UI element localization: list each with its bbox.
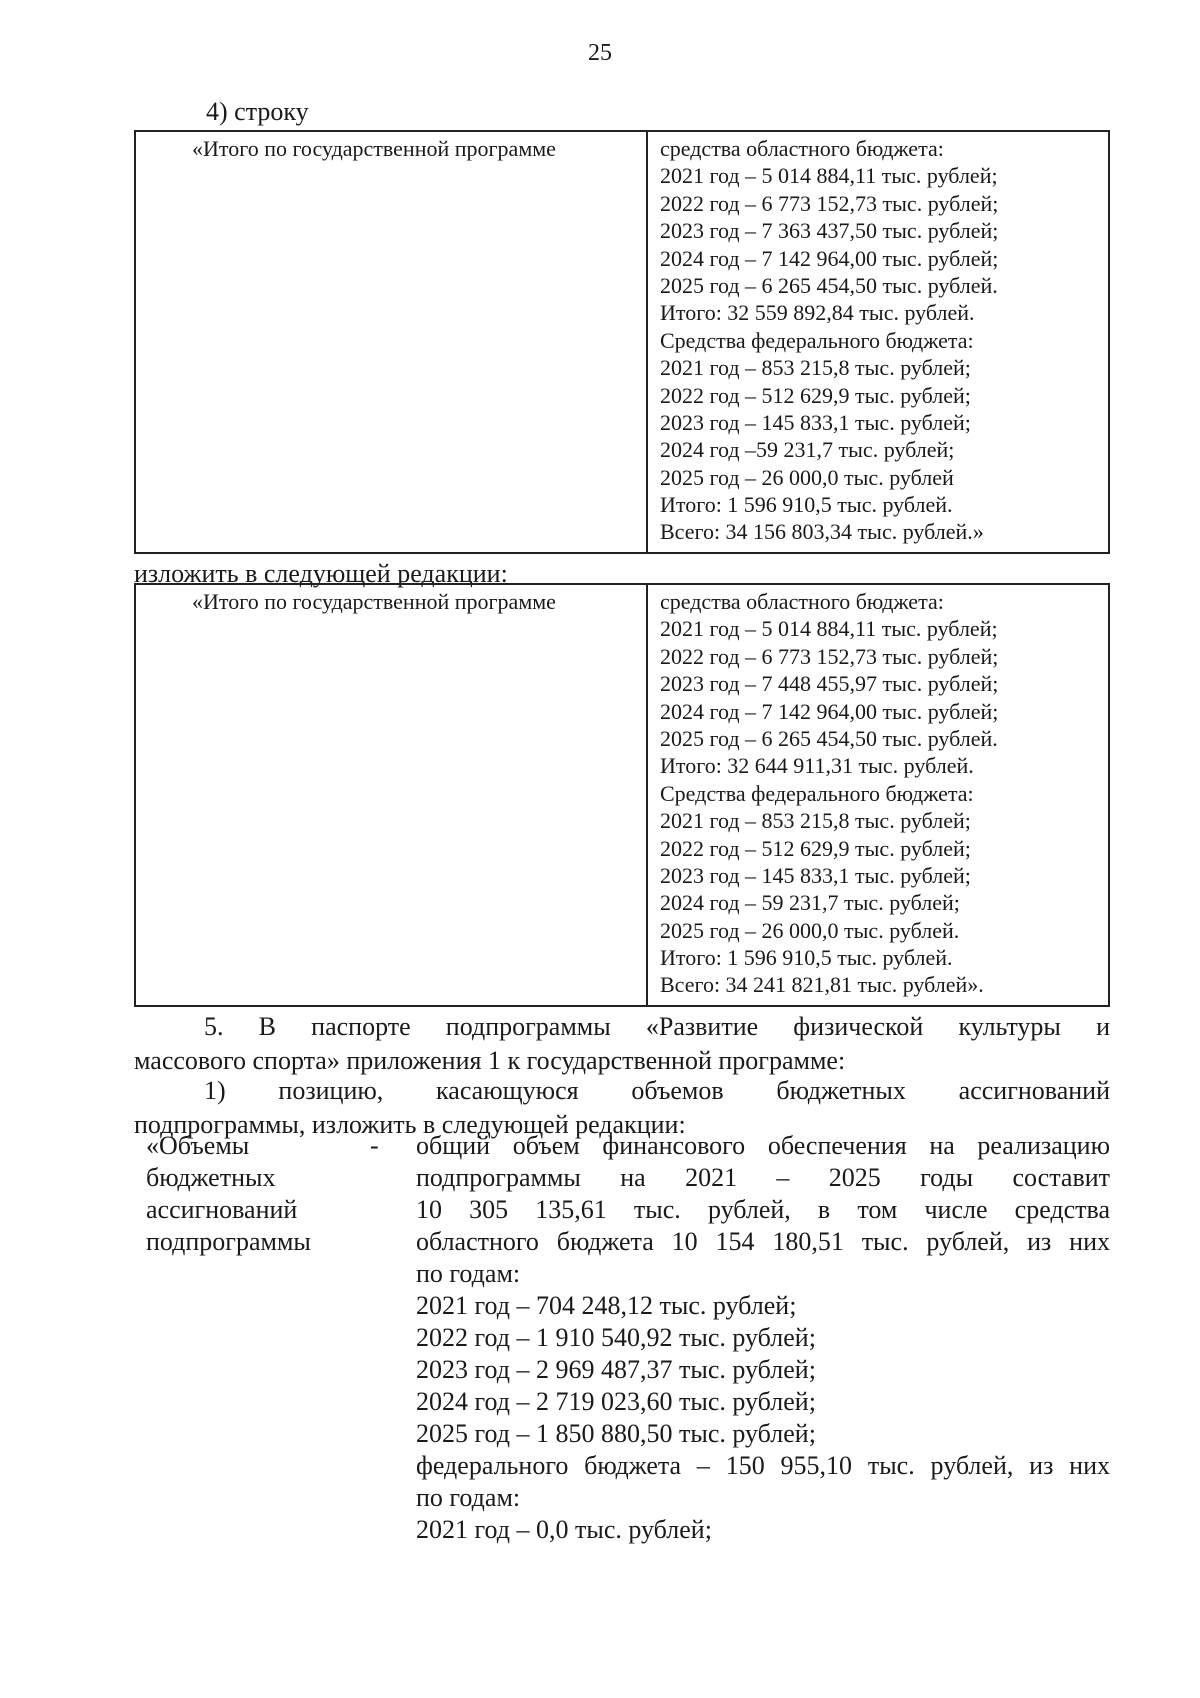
table-old-line: Средства федерального бюджета: xyxy=(660,327,974,353)
table-new-line: Итого: 1 596 910,5 тыс. рублей. xyxy=(660,945,953,971)
table-new-line: 2024 год – 7 142 964,00 тыс. рублей; xyxy=(660,698,999,724)
table-new-line: 2024 год – 59 231,7 тыс. рублей; xyxy=(660,890,960,916)
table-new-line: Всего: 34 241 821,81 тыс. рублей». xyxy=(660,972,984,998)
passport-text-line: федерального бюджета – 150 955,10 тыс. рублей, из них xyxy=(416,1451,1110,1480)
table-old-line: Всего: 34 156 803,34 тыс. рублей.» xyxy=(660,519,984,545)
paragraph-5-1-line-2: подпрограммы, изложить в следующей редакции: xyxy=(134,1110,686,1139)
passport-text-line: по годам: xyxy=(416,1483,521,1512)
passport-label xyxy=(146,1130,370,1546)
table-new-line: 2022 год – 6 773 152,73 тыс. рублей; xyxy=(660,643,999,669)
paragraph-5-line-2: массового спорта» приложения 1 к государственной программе: xyxy=(134,1046,846,1075)
table-old-line: 2023 год – 145 833,1 тыс. рублей; xyxy=(660,409,971,435)
table-old-line: 2024 год –59 231,7 тыс. рублей; xyxy=(660,437,955,463)
table-new-line: 2021 год – 853 215,8 тыс. рублей; xyxy=(660,808,971,834)
table-new-line: 2023 год – 145 833,1 тыс. рублей; xyxy=(660,862,971,888)
table-old-line: средства областного бюджета: xyxy=(660,136,944,161)
table-new-line: Средства федерального бюджета: xyxy=(660,780,974,806)
paragraph-5-1-line-1: 1) позицию, касающуюся объемов бюджетных ассигнований xyxy=(204,1076,1110,1105)
passport-text-line: 2025 год – 1 850 880,50 тыс. рублей; xyxy=(416,1419,816,1448)
passport-label-line: подпрограммы xyxy=(146,1227,311,1256)
passport-text xyxy=(416,1130,1110,1546)
page-number: 25 xyxy=(588,40,612,66)
passport-text-line: 2021 год – 704 248,12 тыс. рублей; xyxy=(416,1291,797,1320)
table-new-left-cell: «Итого по государственной программе xyxy=(136,585,648,1005)
passport-dash: - xyxy=(370,1131,379,1160)
table-old-line: 2022 год – 6 773 152,73 тыс. рублей; xyxy=(660,190,999,216)
table-new-right-cell xyxy=(648,585,1108,1005)
table-old-line: 2024 год – 7 142 964,00 тыс. рублей; xyxy=(660,245,999,271)
passport-text-line: подпрограммы на 2021 – 2025 годы составит xyxy=(416,1163,1110,1192)
table-old-line: 2022 год – 512 629,9 тыс. рублей; xyxy=(660,382,971,408)
table-old-line: 2021 год – 853 215,8 тыс. рублей; xyxy=(660,355,971,381)
item4-label: 4) строку xyxy=(206,97,309,126)
paragraph-5 xyxy=(134,1010,1110,1078)
paragraph-5-line-1: 5. В паспорте подпрограммы «Развитие физической культуры и xyxy=(204,1012,1110,1041)
table-new-line: 2025 год – 6 265 454,50 тыс. рублей. xyxy=(660,725,998,751)
table-new-line: 2023 год – 7 448 455,97 тыс. рублей; xyxy=(660,671,999,697)
table-old-right-cell xyxy=(648,132,1108,552)
passport-text-line: 2021 год – 0,0 тыс. рублей; xyxy=(416,1515,712,1544)
table-old-line: 2023 год – 7 363 437,50 тыс. рублей; xyxy=(660,218,999,244)
table-old-left-cell: «Итого по государственной программе xyxy=(136,132,648,552)
passport-position xyxy=(146,1130,1110,1546)
table-old-line: 2025 год – 6 265 454,50 тыс. рублей. xyxy=(660,272,998,298)
passport-text-line: областного бюджета 10 154 180,51 тыс. рублей, из них xyxy=(416,1227,1110,1256)
passport-label-line: ассигнований xyxy=(146,1195,298,1224)
passport-text-line: 2023 год – 2 969 487,37 тыс. рублей; xyxy=(416,1355,816,1384)
table-old-line: Итого: 1 596 910,5 тыс. рублей. xyxy=(660,492,953,518)
table-new-line: 2022 год – 512 629,9 тыс. рублей; xyxy=(660,835,971,861)
table-new-line: 2025 год – 26 000,0 тыс. рублей. xyxy=(660,917,960,943)
restate-label: изложить в следующей редакции: xyxy=(134,559,508,588)
table-new-line: средства областного бюджета: xyxy=(660,589,944,614)
table-new xyxy=(134,583,1110,1007)
passport-label-line: «Объемы xyxy=(146,1131,250,1160)
passport-text-line: по годам: xyxy=(416,1259,521,1288)
table-old-line: 2025 год – 26 000,0 тыс. рублей xyxy=(660,464,954,490)
passport-text-line: 2024 год – 2 719 023,60 тыс. рублей; xyxy=(416,1387,816,1416)
passport-text-line: общий объем финансового обеспечения на реализацию xyxy=(416,1131,1110,1160)
passport-label-line: бюджетных xyxy=(146,1163,276,1192)
passport-text-line: 10 305 135,61 тыс. рублей, в том числе средства xyxy=(416,1195,1110,1224)
passport-text-line: 2022 год – 1 910 540,92 тыс. рублей; xyxy=(416,1323,816,1352)
table-new-line: Итого: 32 644 911,31 тыс. рублей. xyxy=(660,753,974,779)
table-old xyxy=(134,130,1110,554)
table-old-line: Итого: 32 559 892,84 тыс. рублей. xyxy=(660,300,975,326)
table-old-line: 2021 год – 5 014 884,11 тыс. рублей; xyxy=(660,163,998,189)
table-new-line: 2021 год – 5 014 884,11 тыс. рублей; xyxy=(660,616,998,642)
